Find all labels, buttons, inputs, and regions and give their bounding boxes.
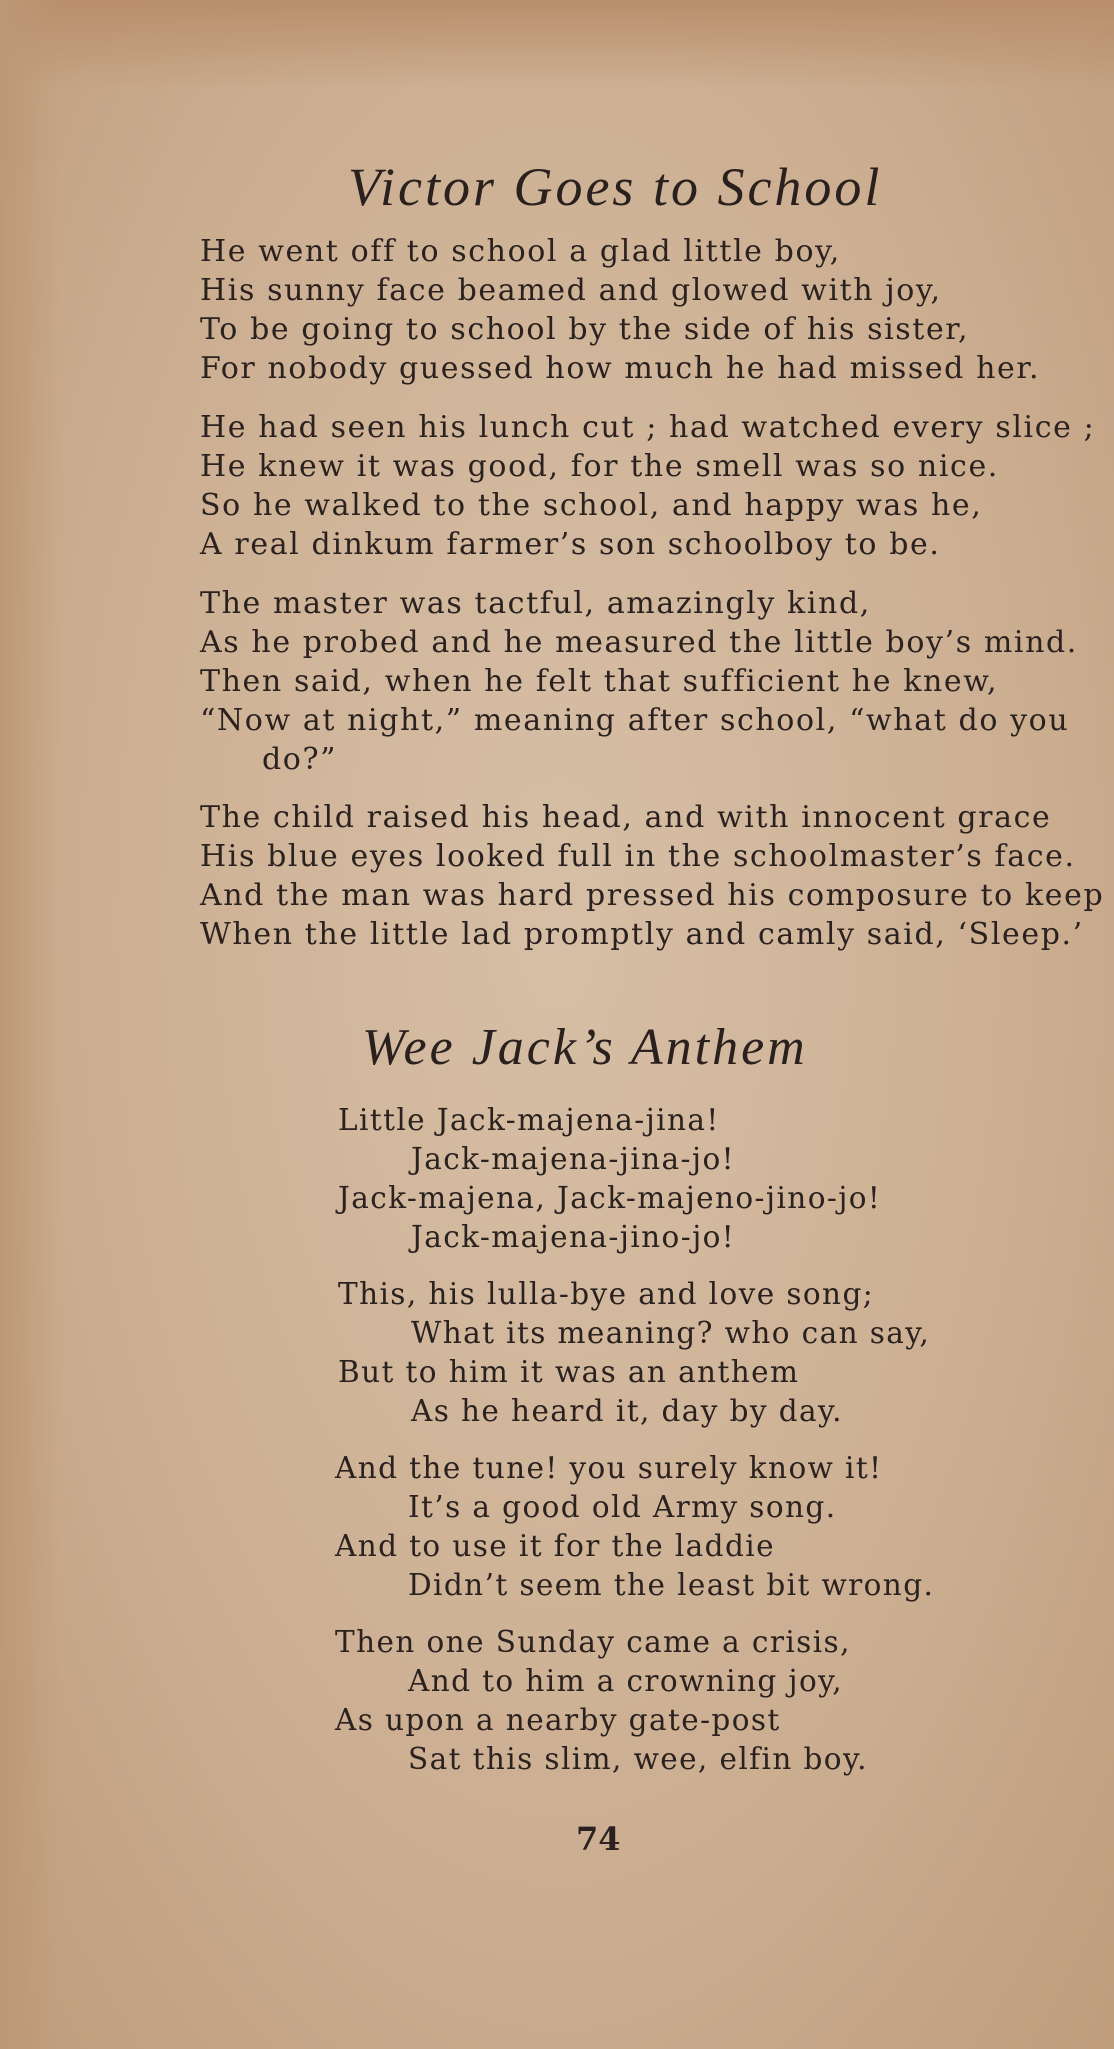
- poem2-stanza-1: [338, 1101, 881, 1257]
- poem-line: His sunny face beamed and glowed with joy,: [200, 273, 942, 308]
- poem-line: Little Jack-majena-jina!: [338, 1103, 720, 1137]
- poem-line: The master was tactful, amazingly kind,: [200, 586, 871, 621]
- poem-line: It’s a good old Army song.: [408, 1490, 837, 1524]
- page-number: 74: [576, 1820, 621, 1858]
- poem1-stanza-4: [200, 798, 1104, 954]
- poem2-stanza-4: [335, 1623, 868, 1779]
- poem-line: Sat this slim, wee, elfin boy.: [408, 1742, 868, 1776]
- poem-line: But to him it was an anthem: [338, 1355, 800, 1389]
- poem-line: Then said, when he felt that sufficient he knew,: [200, 664, 999, 699]
- poem-line: Jack-majena-jino-jo!: [411, 1220, 736, 1254]
- poem1-stanza-2: [200, 408, 1095, 564]
- poem-line: As upon a nearby gate-post: [335, 1703, 781, 1737]
- poem-title-victor-goes-to-school: Victor Goes to School: [348, 157, 883, 217]
- poem1-stanza-3: [200, 584, 1078, 779]
- poem-line: As he heard it, day by day.: [411, 1394, 843, 1428]
- poem-line: He knew it was good, for the smell was so nice.: [200, 449, 999, 484]
- poem-line: Jack-majena-jina-jo!: [411, 1142, 735, 1176]
- poem-line: As he probed and he measured the little boy’s mind.: [200, 625, 1078, 660]
- poem-line: What its meaning? who can say,: [411, 1316, 931, 1350]
- poem-line: The child raised his head, and with innocent grace: [200, 800, 1052, 835]
- poem-line: He had seen his lunch cut ; had watched every slice ;: [200, 410, 1096, 445]
- poem-line: He went off to school a glad little boy,: [200, 234, 841, 269]
- poem2-stanza-2: [338, 1275, 930, 1431]
- poem-line: And to use it for the laddie: [335, 1529, 775, 1563]
- page-edge-shadow-left: [0, 0, 60, 2049]
- poem1-stanza-1: [200, 232, 1040, 388]
- poem-line: “Now at night,” meaning after school, “what do you: [200, 703, 1070, 738]
- poem-line: Then one Sunday came a crisis,: [335, 1625, 851, 1659]
- poem-line: His blue eyes looked full in the schoolmaster’s face.: [200, 839, 1076, 874]
- poem-line: And to him a crowning joy,: [408, 1664, 844, 1698]
- poem-line: Jack-majena, Jack-majeno-jino-jo!: [338, 1181, 882, 1215]
- poem-line: And the tune! you surely know it!: [335, 1451, 883, 1485]
- page-edge-shadow-top: [0, 0, 1114, 90]
- poem-line: When the little lad promptly and camly said, ‘Sleep.’: [200, 917, 1084, 952]
- poem-title-wee-jacks-anthem: Wee Jack’s Anthem: [362, 1019, 808, 1076]
- poem2-stanza-3: [335, 1449, 934, 1605]
- poem-line: And the man was hard pressed his composure to keep: [200, 878, 1105, 913]
- poem-line: do?”: [262, 742, 338, 777]
- poem-line: This, his lulla-bye and love song;: [338, 1277, 875, 1311]
- poem-line: Didn’t seem the least bit wrong.: [408, 1568, 935, 1602]
- poem-line: So he walked to the school, and happy was he,: [200, 488, 983, 523]
- poem-line: A real dinkum farmer’s son schoolboy to be.: [200, 527, 941, 562]
- poem-line: For nobody guessed how much he had missed her.: [200, 351, 1041, 386]
- poem-line: To be going to school by the side of his sister,: [200, 312, 970, 347]
